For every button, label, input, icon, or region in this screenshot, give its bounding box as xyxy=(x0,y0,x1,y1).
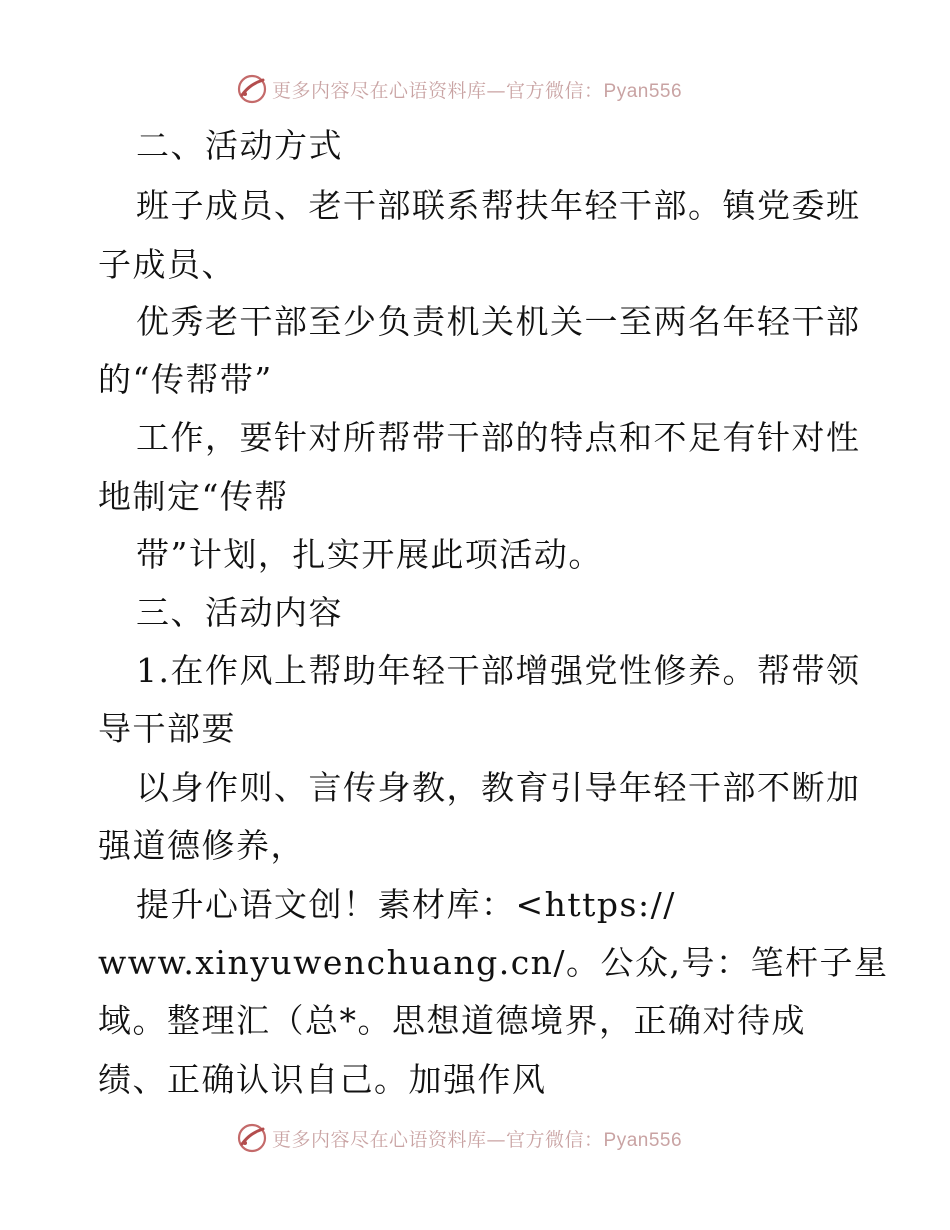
text-line: 1.在作风上帮助年轻干部增强党性修养。帮带领 xyxy=(136,651,861,690)
text-line: 地制定“传帮 xyxy=(98,477,289,516)
text-line: 子成员、 xyxy=(98,245,236,284)
watermark-text: 更多内容尽在心语资料库—官方微信：Pyan556 xyxy=(272,1128,683,1151)
pen-seal-logo-icon xyxy=(236,1122,268,1154)
text-line: www.xinyuwenchuang.cn/。公众,号：笔杆子星 xyxy=(98,943,889,982)
watermark-text: 更多内容尽在心语资料库—官方微信：Pyan556 xyxy=(272,79,683,102)
text-line: 带”计划，扎实开展此项活动。 xyxy=(136,535,603,574)
text-line: 绩、正确认识自己。加强作风 xyxy=(98,1060,547,1099)
text-line: 域。整理汇（总*。思想道德境界，正确对待成 xyxy=(98,1001,806,1040)
watermark-banner-bottom xyxy=(236,1121,716,1155)
text-line: 工作，要针对所帮带干部的特点和不足有针对性 xyxy=(136,418,861,457)
text-line: 导干部要 xyxy=(98,709,236,748)
text-line: 以身作则、言传身教，教育引导年轻干部不断加 xyxy=(136,768,861,807)
text-line: 的“传帮带” xyxy=(98,360,273,399)
text-line: 强道德修养， xyxy=(98,826,305,865)
text-line: 优秀老干部至少负责机关机关一至两名年轻干部 xyxy=(136,302,861,341)
text-line: 提升心语文创！素材库：<https:// xyxy=(136,885,676,924)
section-heading: 三、活动内容 xyxy=(136,593,343,632)
watermark-account: Pyan556 xyxy=(603,1129,683,1151)
text-line: 班子成员、老干部联系帮扶年轻干部。镇党委班 xyxy=(136,186,861,225)
section-heading: 二、活动方式 xyxy=(136,126,343,165)
watermark-account: Pyan556 xyxy=(603,80,683,102)
